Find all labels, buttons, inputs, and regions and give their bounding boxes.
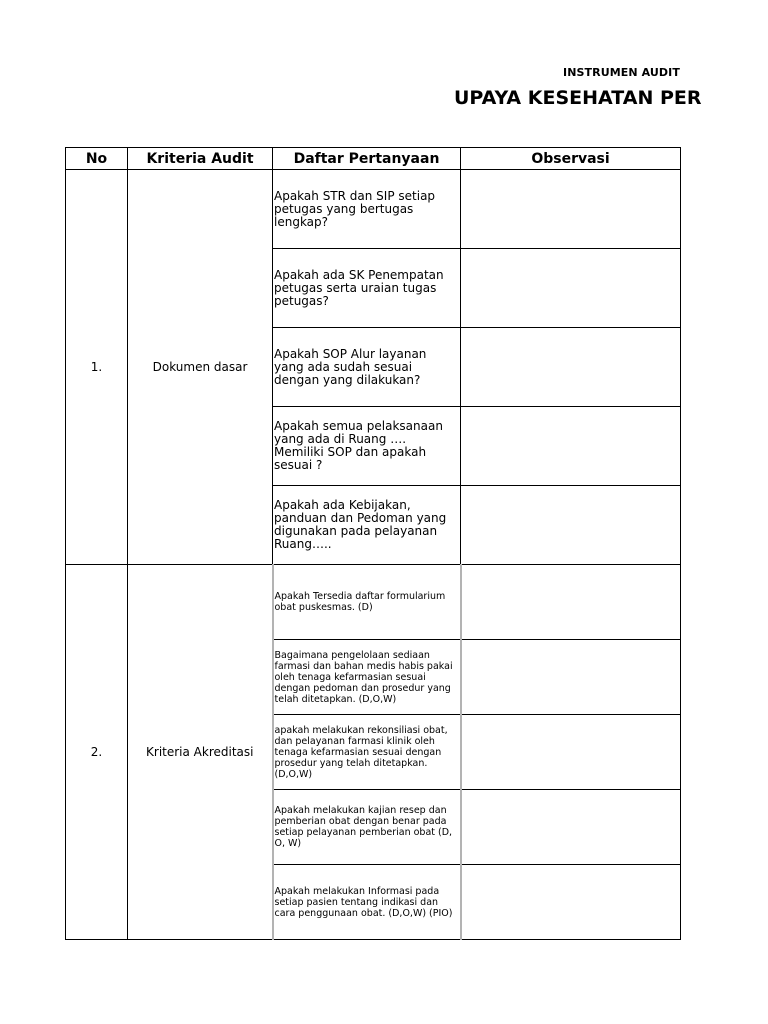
section-criteria: Dokumen dasar bbox=[128, 170, 273, 565]
column-header-daftar-pertanyaan: Daftar Pertanyaan bbox=[273, 148, 461, 170]
section-number: 1. bbox=[66, 170, 128, 565]
section-criteria: Kriteria Akreditasi bbox=[128, 565, 273, 940]
observation-cell[interactable] bbox=[461, 407, 681, 486]
audit-table bbox=[65, 147, 681, 940]
observation-cell[interactable] bbox=[461, 170, 681, 249]
question-cell bbox=[273, 407, 461, 486]
question-text: Apakah Tersedia daftar formularium obat puskesmas. (D) bbox=[274, 591, 446, 613]
question-text: Apakah semua pelaksanaan yang ada di Ruang …. Memiliki SOP dan apakah sesuai ? bbox=[274, 419, 443, 472]
question-text: Apakah STR dan SIP setiap petugas yang bertugas lengkap? bbox=[274, 188, 436, 229]
question-cell bbox=[273, 328, 461, 407]
column-header-observasi: Observasi bbox=[461, 148, 681, 170]
question-cell bbox=[273, 170, 461, 249]
question-text: Apakah melakukan kajian resep dan pemberian obat dengan benar pada setiap pelayanan pemberian obat (D, O, W) bbox=[274, 805, 453, 849]
question-text: Bagaimana pengelolaan sediaan farmasi dan bahan medis habis pakai oleh tenaga kefarmasian sesuai dengan pedoman dan prosedur yang telah ditetapkan. (D,O,W) bbox=[274, 649, 453, 705]
question-text: Apakah melakukan Informasi pada setiap pasien tentang indikasi dan cara penggunaan obat. (D,O,W) (PIO) bbox=[274, 885, 453, 919]
column-header-no: No bbox=[66, 148, 128, 170]
observation-cell[interactable] bbox=[461, 715, 681, 790]
table-row bbox=[66, 565, 681, 640]
document-title: UPAYA KESEHATAN PER bbox=[454, 87, 702, 109]
question-text: Apakah ada SK Penempatan petugas serta uraian tugas petugas? bbox=[274, 267, 444, 308]
question-cell bbox=[273, 565, 461, 640]
observation-cell[interactable] bbox=[461, 249, 681, 328]
question-text: apakah melakukan rekonsiliasi obat, dan pelayanan farmasi klinik oleh tenaga kefarmasian sesuai dengan prosedur yang telah ditetapkan. (D,O,W) bbox=[274, 724, 448, 780]
table-header-row bbox=[66, 148, 681, 170]
question-cell bbox=[273, 790, 461, 865]
question-text: Apakah SOP Alur layanan yang ada sudah sesuai dengan yang dilakukan? bbox=[274, 346, 427, 387]
question-cell bbox=[273, 486, 461, 565]
question-cell bbox=[273, 249, 461, 328]
column-header-kriteria-audit: Kriteria Audit bbox=[128, 148, 273, 170]
section-number: 2. bbox=[66, 565, 128, 940]
observation-cell[interactable] bbox=[461, 790, 681, 865]
observation-cell[interactable] bbox=[461, 865, 681, 940]
observation-cell[interactable] bbox=[461, 486, 681, 565]
table-row bbox=[66, 170, 681, 249]
document-subtitle: INSTRUMEN AUDIT bbox=[563, 66, 680, 79]
question-cell bbox=[273, 715, 461, 790]
question-cell bbox=[273, 865, 461, 940]
question-cell bbox=[273, 640, 461, 715]
question-text: Apakah ada Kebijakan, panduan dan Pedoman yang digunakan pada pelayanan Ruang….. bbox=[274, 498, 447, 551]
observation-cell[interactable] bbox=[461, 565, 681, 640]
observation-cell[interactable] bbox=[461, 328, 681, 407]
observation-cell[interactable] bbox=[461, 640, 681, 715]
